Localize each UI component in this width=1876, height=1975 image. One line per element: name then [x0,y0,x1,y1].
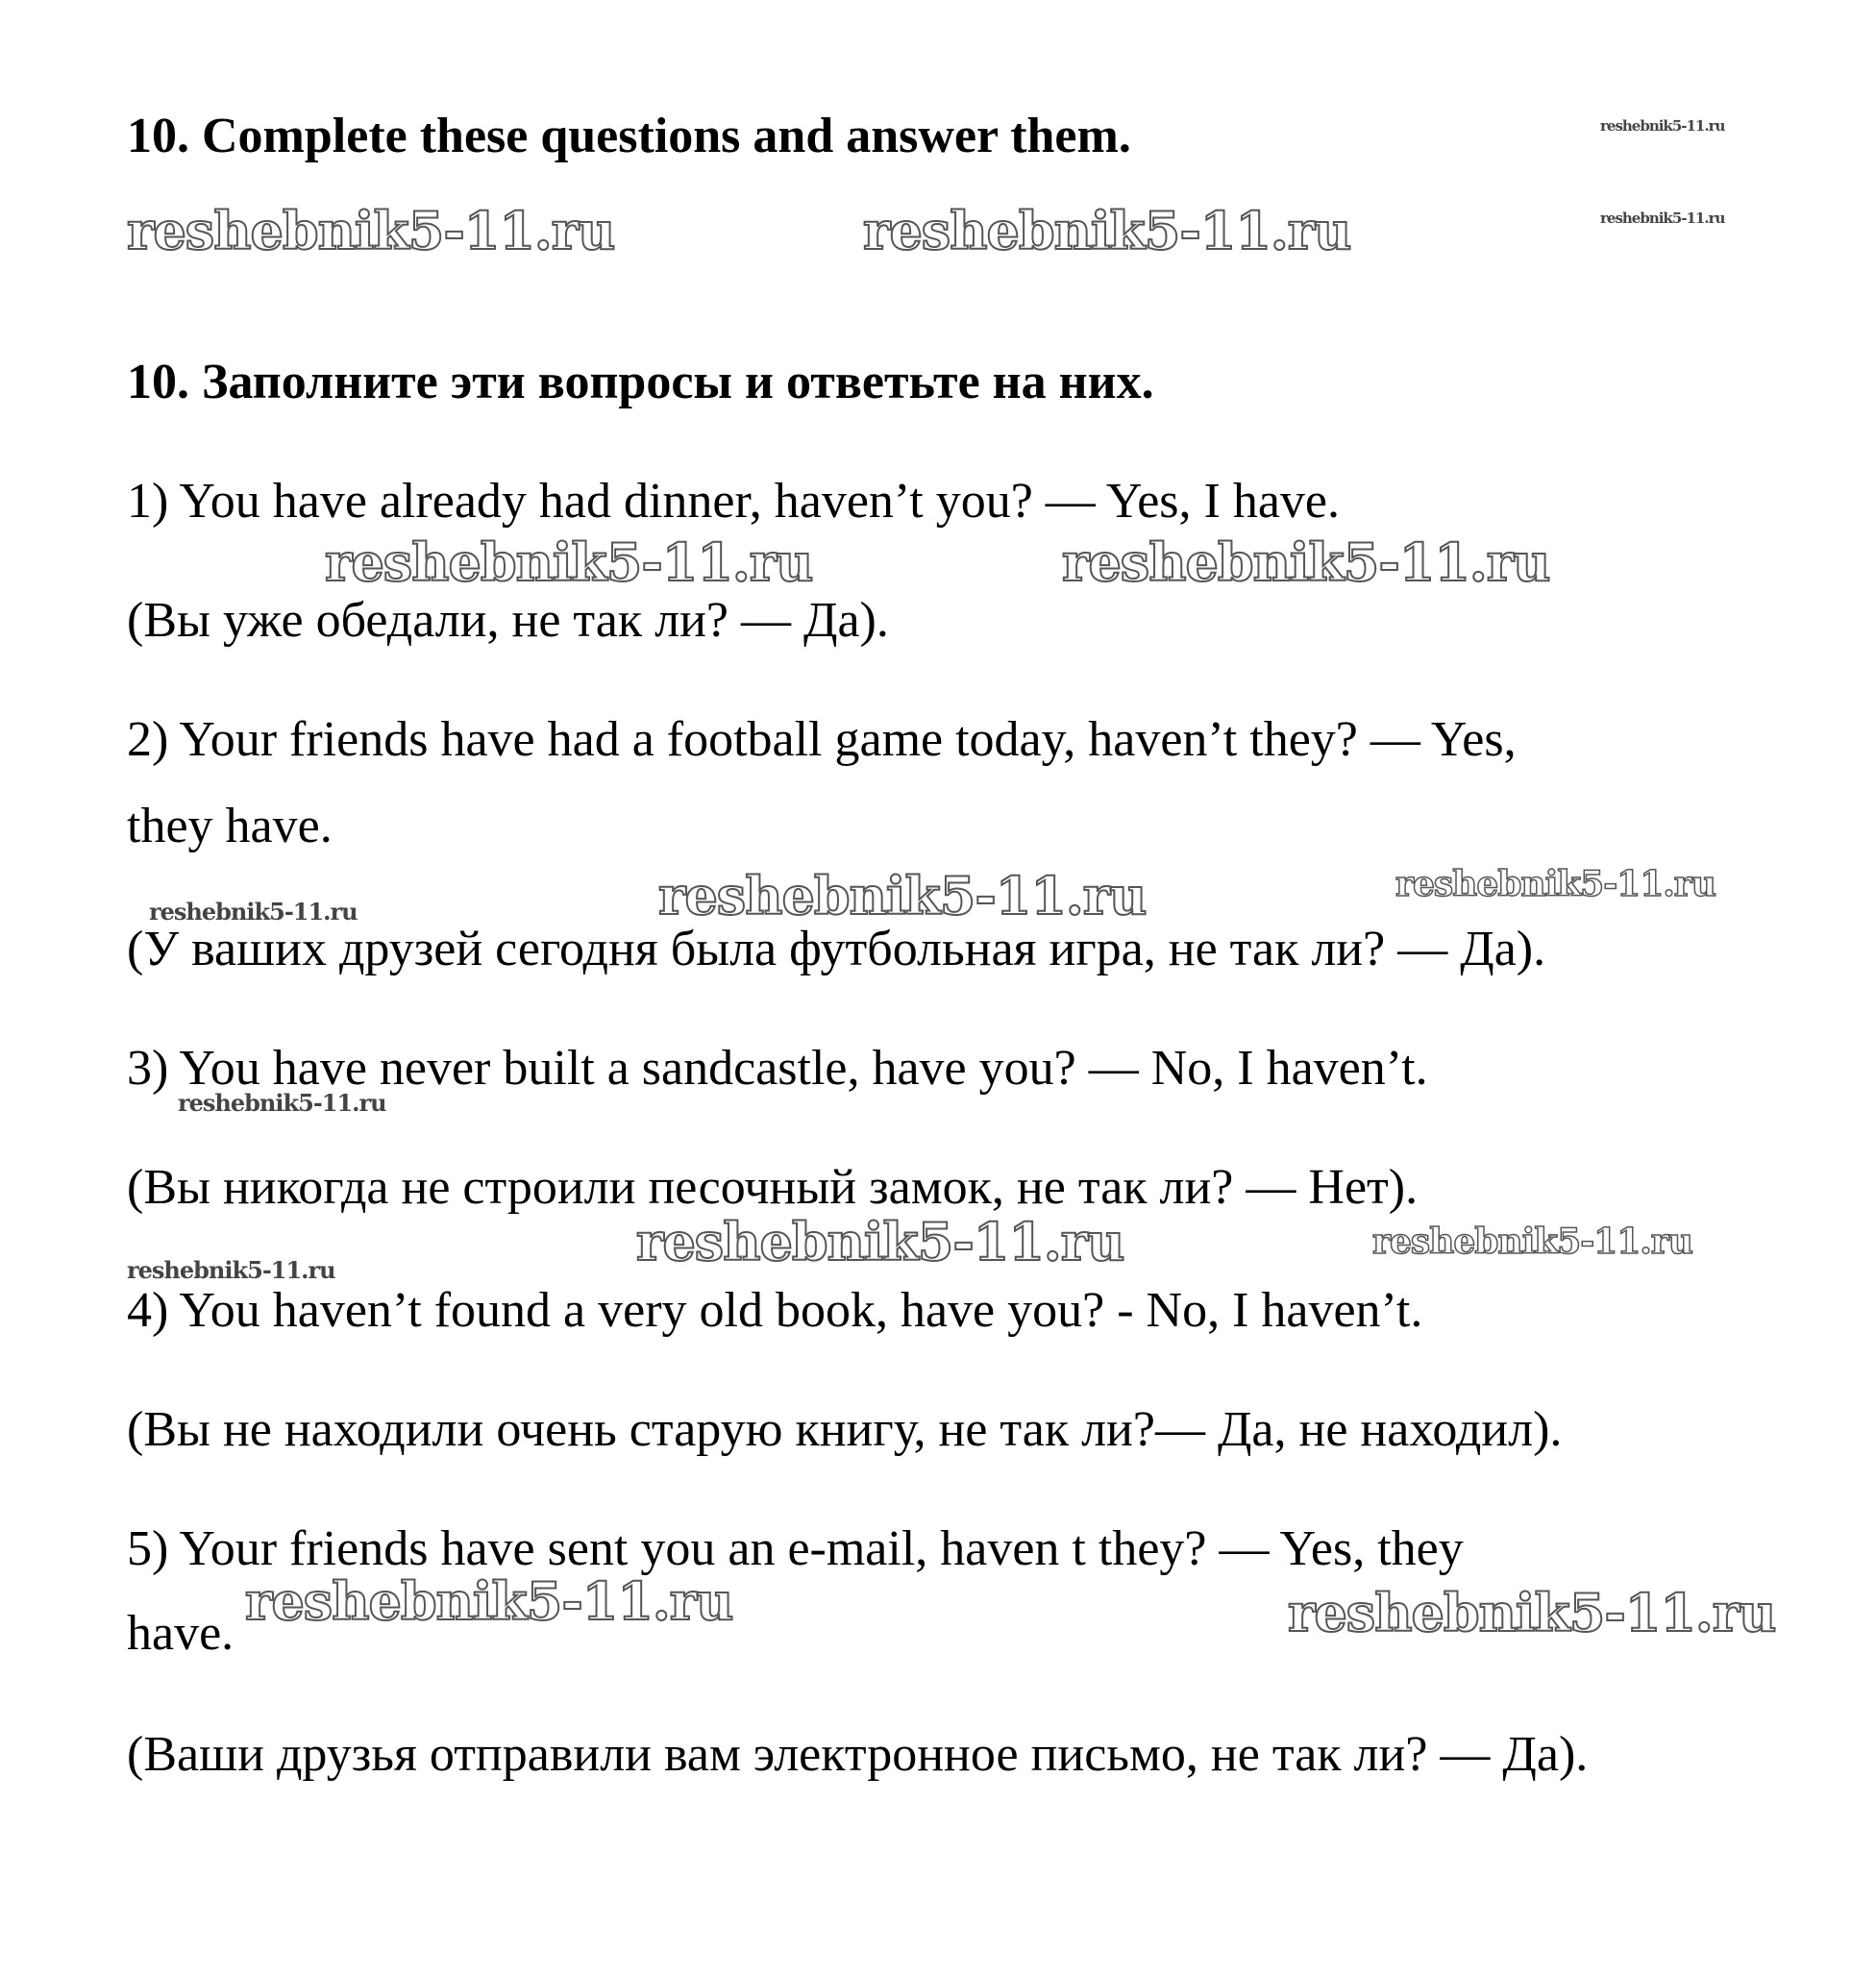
watermark: reshebnik5-11.ru [1288,1582,1776,1643]
watermark: reshebnik5-11.ru [1062,531,1550,593]
watermark: reshebnik5-11.ru [178,1089,386,1117]
exercise-title-russian: 10. Заполните эти вопросы и ответьте на них. [127,355,1154,409]
watermark: reshebnik5-11.ru [636,1211,1124,1272]
watermark: reshebnik5-11.ru [245,1570,733,1632]
watermark: reshebnik5-11.ru [127,200,615,261]
item-4-question: 4) You haven’t found a very old book, have you? - No, I haven’t. [127,1283,1423,1338]
watermark: reshebnik5-11.ru [658,865,1147,926]
item-5-question-line-1: 5) Your friends have sent you an e-mail, haven t they? — Yes, they [127,1521,1464,1576]
watermark: reshebnik5-11.ru [127,1256,335,1284]
exercise-title-english: 10. Complete these questions and answer them. [127,109,1131,163]
watermark: reshebnik5-11.ru [325,531,813,593]
watermark: reshebnik5-11.ru [1372,1222,1692,1262]
item-3-translation: (Вы никогда не строили песочный замок, не так ли? — Нет). [127,1160,1419,1215]
item-5-question-line-2: have. [127,1606,234,1661]
item-2-question-line-1: 2) Your friends have had a football game today, haven’t they? — Yes, [127,712,1517,767]
item-3-question: 3) You have never built a sandcastle, have you? — No, I haven’t. [127,1041,1428,1096]
watermark: reshebnik5-11.ru [149,898,358,926]
item-1-question: 1) You have already had dinner, haven’t you? — Yes, I have. [127,474,1341,529]
item-5-translation: (Ваши друзья отправили вам электронное письмо, не так ли? — Да). [127,1727,1589,1782]
watermark: reshebnik5-11.ru [1600,117,1725,135]
watermark: reshebnik5-11.ru [863,200,1351,261]
item-4-translation: (Вы не находили очень старую книгу, не так ли?— Да, не находил). [127,1402,1563,1457]
watermark: reshebnik5-11.ru [1600,210,1725,227]
item-2-question-line-2: they have. [127,799,333,853]
item-2-translation: (У ваших друзей сегодня была футбольная игра, не так ли? — Да). [127,922,1546,976]
watermark: reshebnik5-11.ru [1395,864,1716,904]
item-1-translation: (Вы уже обедали, не так ли? — Да). [127,593,889,648]
